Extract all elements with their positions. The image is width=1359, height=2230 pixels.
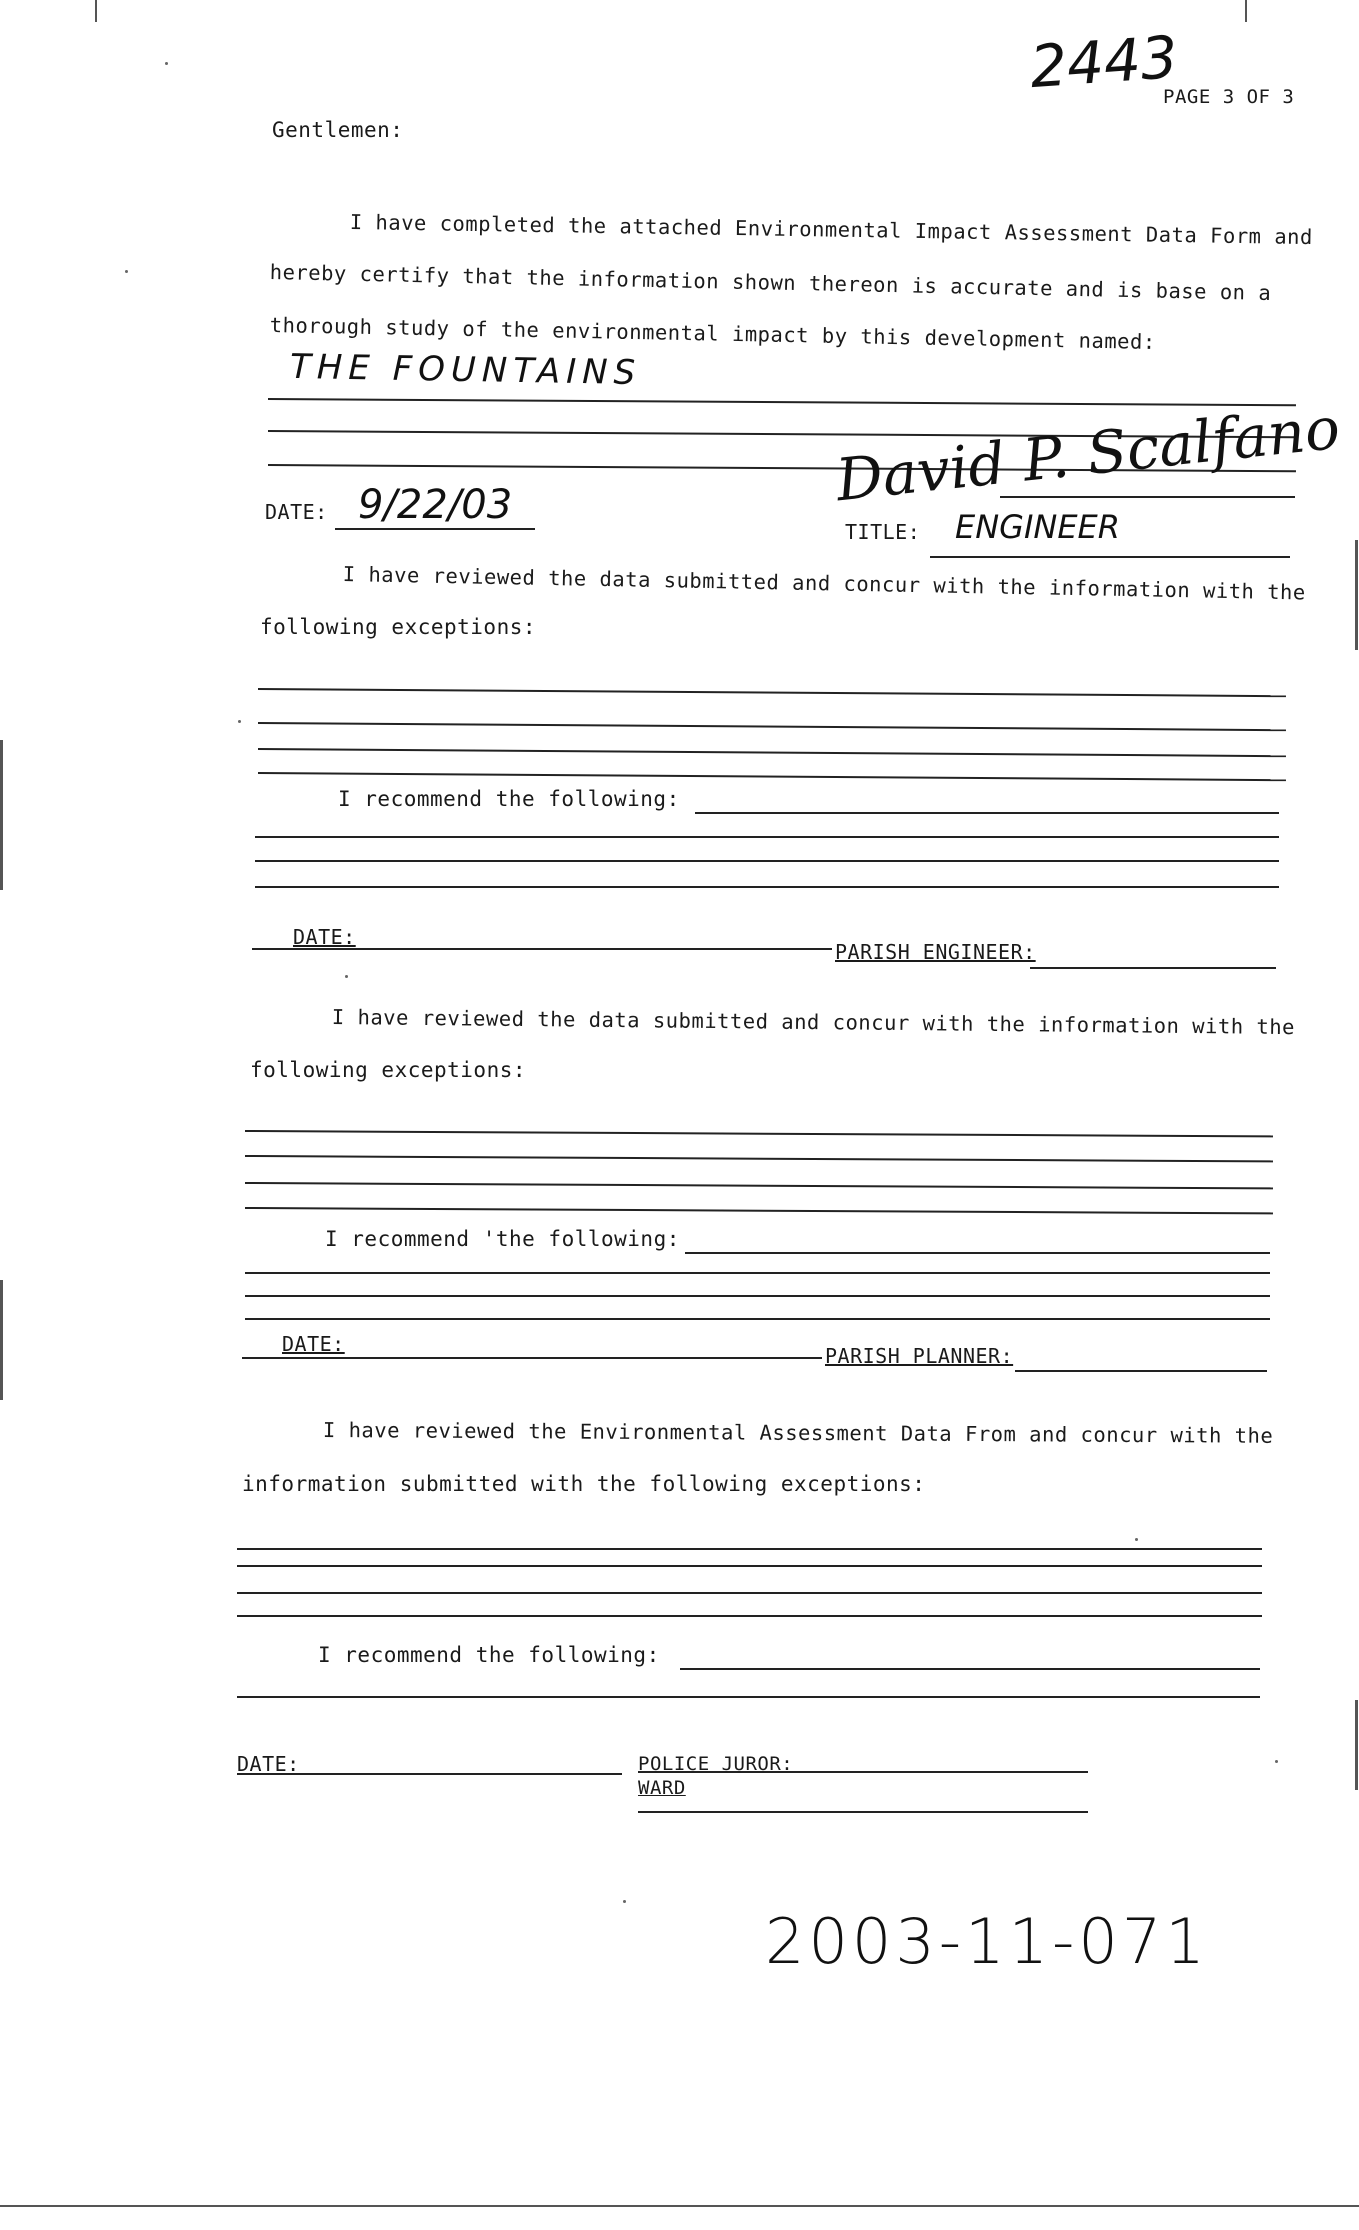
parish-planner-recommend-line-3 — [245, 1295, 1270, 1297]
scan-speck — [1275, 1760, 1278, 1763]
certification-line-1: I have completed the attached Environmental Impact Assessment Data Form and — [349, 210, 1314, 250]
scan-speck — [238, 720, 241, 723]
parish-engineer-date-line — [252, 948, 832, 950]
certification-date-line — [335, 528, 535, 530]
parish-planner-signer-line — [1015, 1370, 1267, 1372]
parish-engineer-recommend-line-3 — [255, 860, 1279, 862]
police-juror-review-line-1: I have reviewed the Environmental Assessment Data From and concur with the — [322, 1418, 1274, 1448]
certification-date-label: DATE: — [265, 500, 328, 524]
parish-planner-recommend-label: I recommend 'the following: — [325, 1227, 680, 1251]
police-juror-ward-line — [638, 1811, 1088, 1813]
parish-engineer-exception-line-3 — [258, 748, 1286, 757]
certification-title-handwritten: ENGINEER — [955, 508, 1120, 546]
certification-line-3: thorough study of the environmental impact by this development named: — [269, 313, 1156, 355]
scan-edge-mark — [1355, 540, 1358, 650]
police-juror-exception-line-3 — [237, 1592, 1262, 1594]
scan-edge-mark — [0, 1280, 3, 1400]
parish-planner-recommend-line-1 — [685, 1252, 1270, 1254]
police-juror-date-line — [237, 1773, 622, 1775]
parish-engineer-review-line-1: I have reviewed the data submitted and concur with the information with the — [342, 562, 1306, 605]
scan-edge-mark — [1355, 1700, 1358, 1790]
engineer-signature: David P. Scalfano — [832, 393, 1343, 515]
police-juror-date-label: DATE: — [237, 1752, 300, 1776]
parish-planner-date-label: DATE: — [282, 1332, 345, 1356]
scan-edge-mark — [95, 0, 97, 22]
parish-planner-recommend-line-2 — [245, 1272, 1270, 1274]
parish-planner-review-line-2: following exceptions: — [250, 1058, 527, 1082]
development-name-handwritten: THE FOUNTAINS — [289, 346, 642, 394]
certification-date-handwritten: 9/22/03 — [358, 482, 513, 528]
certification-title-line — [930, 556, 1290, 558]
parish-engineer-recommend-label: I recommend the following: — [338, 787, 680, 811]
parish-planner-date-line — [242, 1357, 822, 1359]
scan-speck — [1135, 1538, 1138, 1541]
parish-planner-signer-label: PARISH PLANNER: — [825, 1344, 1014, 1368]
parish-engineer-signer-label: PARISH ENGINEER: — [835, 940, 1036, 964]
police-juror-review-line-2: information submitted with the following exceptions: — [242, 1472, 926, 1496]
parish-engineer-exception-line-2 — [258, 722, 1286, 731]
police-juror-exception-line-1 — [237, 1548, 1262, 1550]
parish-planner-review-line-1: I have reviewed the data submitted and concur with the information with the — [331, 1005, 1296, 1040]
parish-engineer-recommend-line-1 — [695, 812, 1279, 814]
police-juror-recommend-line-1 — [680, 1668, 1260, 1670]
scan-edge-mark — [0, 2205, 1359, 2207]
scan-speck — [623, 1900, 626, 1903]
handwritten-doc-number: 2443 — [1027, 22, 1180, 102]
parish-engineer-review-line-2: following exceptions: — [260, 615, 537, 639]
parish-engineer-date-label: DATE: — [293, 925, 356, 949]
salutation: Gentlemen: — [272, 118, 404, 142]
signature-line — [1000, 496, 1295, 498]
police-juror-exception-line-2 — [237, 1565, 1262, 1567]
police-juror-exception-line-4 — [237, 1615, 1262, 1617]
certification-line-2: hereby certify that the information shown thereon is accurate and is base on a — [269, 260, 1272, 305]
police-juror-signer-label: POLICE JUROR: — [638, 1753, 794, 1775]
police-juror-recommend-label: I recommend the following: — [318, 1643, 660, 1667]
scan-speck — [165, 62, 168, 65]
police-juror-signer-line — [638, 1771, 1088, 1773]
certification-title-label: TITLE: — [845, 520, 921, 544]
parish-engineer-recommend-line-4 — [255, 886, 1279, 888]
police-juror-ward-label: WARD — [638, 1777, 686, 1799]
handwritten-case-number: 2003-11-071 — [765, 1905, 1209, 1978]
parish-engineer-exception-line-4 — [258, 772, 1286, 781]
parish-planner-exception-line-4 — [245, 1207, 1273, 1214]
parish-planner-recommend-line-4 — [245, 1318, 1270, 1320]
parish-planner-exception-line-2 — [245, 1155, 1273, 1162]
parish-engineer-recommend-line-2 — [255, 836, 1279, 838]
parish-planner-exception-line-1 — [245, 1130, 1273, 1137]
police-juror-recommend-line-2 — [237, 1696, 1260, 1698]
development-name-line-1 — [268, 398, 1296, 406]
scan-speck — [345, 975, 348, 978]
scan-edge-mark — [0, 740, 3, 890]
parish-engineer-signer-line — [1030, 967, 1276, 969]
parish-engineer-exception-line-1 — [258, 688, 1286, 697]
scan-edge-mark — [1245, 0, 1247, 22]
page-indicator: PAGE 3 OF 3 — [1163, 86, 1295, 108]
scan-speck — [125, 270, 128, 273]
parish-planner-exception-line-3 — [245, 1182, 1273, 1189]
